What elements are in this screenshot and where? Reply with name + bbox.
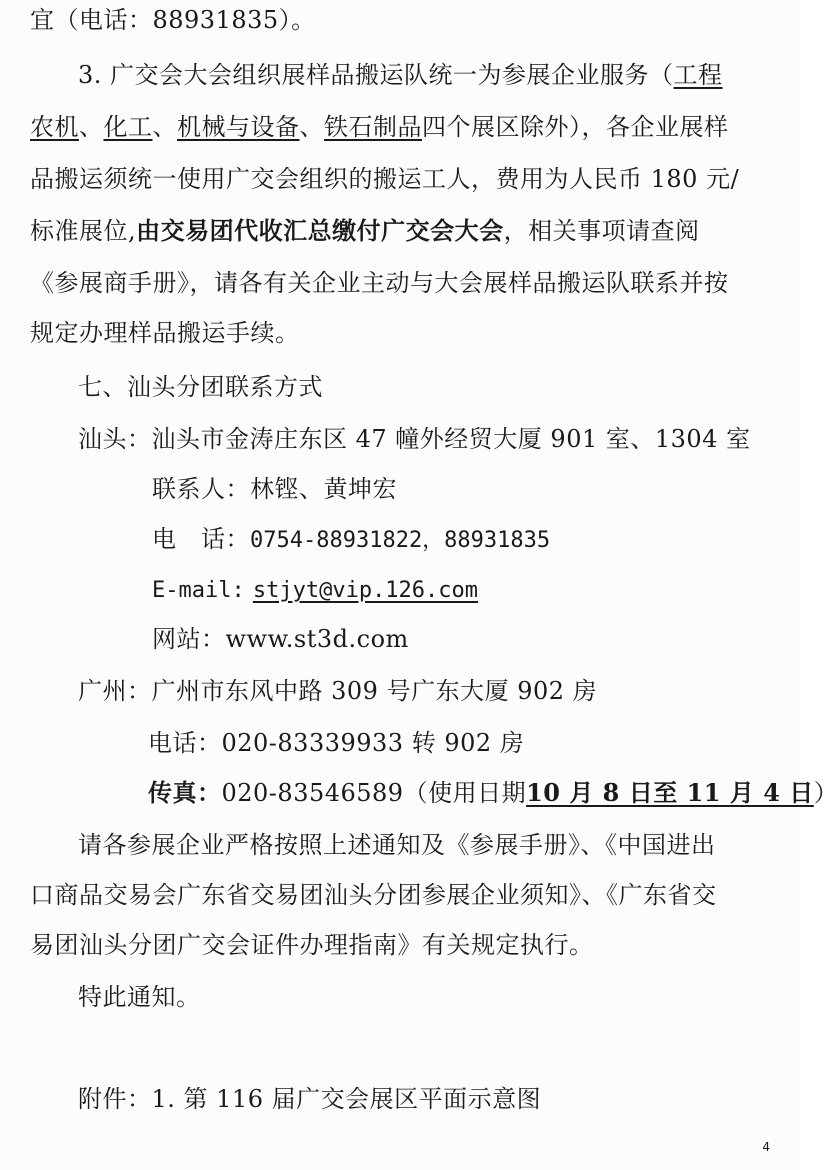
guangzhou-fax-line xyxy=(148,778,838,808)
text-line-7: 规定办理样品搬运手续。 xyxy=(30,319,300,347)
underlined-term: 工程 xyxy=(673,61,723,89)
underlined-term: 机械与设备 xyxy=(177,113,300,141)
notice-text: 特此通知。 xyxy=(78,983,201,1011)
phone-label: 电 话： xyxy=(152,525,250,553)
guangzhou-phone: 电话：020-83339933 转 902 房 xyxy=(148,729,525,757)
guangzhou-label: 广州： xyxy=(78,677,152,705)
text-line-5 xyxy=(30,216,700,246)
text-line-6: 《参展商手册》，请各有关企业主动与大会展样品搬运队联系并按 xyxy=(30,269,729,297)
shantou-contact: 联系人：林铿、黄坤宏 xyxy=(152,475,397,503)
text-line-1: 宜（电话：88931835）。 xyxy=(30,6,316,34)
shantou-email-line xyxy=(152,574,478,606)
text-segment: 、 xyxy=(152,113,177,141)
underlined-term: 化工 xyxy=(103,113,153,141)
fax-number: 020-83546589（使用日期 xyxy=(221,779,527,807)
section-heading: 七、汕头分团联系方式 xyxy=(78,373,323,401)
text-segment: ，相关事项请查阅 xyxy=(503,217,700,245)
text-segment: 、 xyxy=(299,113,324,141)
shantou-address: 汕头市金涛庄东区 47 幢外经贸大厦 901 室、1304 室 xyxy=(151,425,751,453)
fax-close: ） xyxy=(813,779,838,807)
bold-text: 由交易团代收汇总缴付广交会大会 xyxy=(136,216,504,245)
page-number: 4 xyxy=(762,1140,770,1154)
text-segment: 四个展区除外），各企业展样 xyxy=(422,113,729,141)
text-line-4: 品搬运须统一使用广交会组织的搬运工人，费用为人民币 180 元/ xyxy=(30,165,740,193)
closing-line-3: 易团汕头分团广交会证件办理指南》有关规定执行。 xyxy=(30,931,594,959)
shantou-address-line xyxy=(78,424,751,454)
shantou-phone-line xyxy=(152,524,550,556)
closing-line-2: 口商品交易会广东省交易团汕头分团参展企业须知》、《广东省交 xyxy=(30,881,717,909)
guangzhou-address-line xyxy=(78,676,597,706)
email-link[interactable]: stjyt@vip.126.com xyxy=(252,578,479,603)
guangzhou-address: 广州市东风中路 309 号广东大厦 902 房 xyxy=(151,677,598,705)
shantou-website: 网站：www.st3d.com xyxy=(152,625,409,653)
text-segment: 标准展位, xyxy=(30,217,137,245)
text-segment: 、 xyxy=(79,113,104,141)
fax-dates: 10 月 8 日至 11 月 4 日 xyxy=(526,778,814,807)
email-label: E-mail: xyxy=(152,578,245,603)
text-line-3 xyxy=(30,112,729,142)
text-line-2 xyxy=(78,60,723,90)
closing-line-1: 请各参展企业严格按照上述通知及《参展手册》、《中国进出 xyxy=(78,831,716,859)
underlined-term: 铁石制品 xyxy=(324,113,422,141)
phone-number: 0754-88931822，88931835 xyxy=(250,528,551,553)
fax-label: 传真： xyxy=(148,778,222,807)
shantou-label: 汕头： xyxy=(78,425,152,453)
text-segment: 3. 广交会大会组织展样品搬运队统一为参展企业服务（ xyxy=(78,61,674,89)
attachment-line: 附件：1. 第 116 届广交会展区平面示意图 xyxy=(78,1085,542,1113)
underlined-term: 农机 xyxy=(30,113,79,141)
